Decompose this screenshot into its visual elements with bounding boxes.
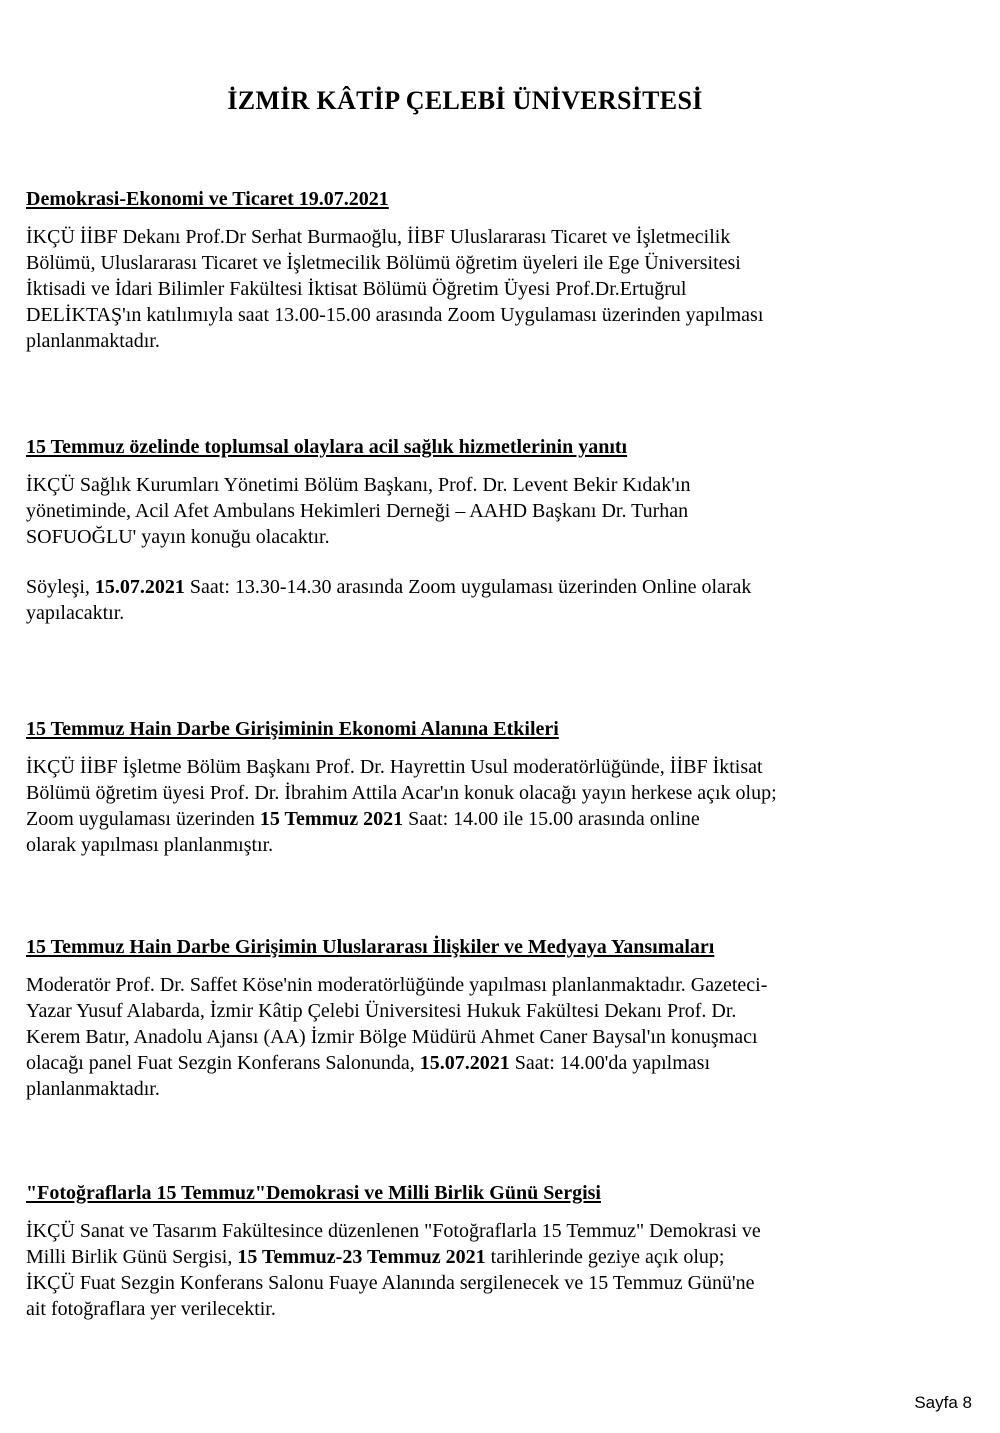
date-text: 15.07.2021 bbox=[419, 1052, 510, 1074]
text-line: İKÇÜ İİBF İşletme Bölüm Başkanı Prof. Dr. Hayrettin Usul moderatörlüğünde, İİBF İktisat bbox=[26, 756, 763, 778]
section-paragraph bbox=[26, 754, 946, 858]
section-emergency-health bbox=[26, 434, 946, 626]
section-paragraph bbox=[26, 972, 946, 1102]
section-heading: Demokrasi-Ekonomi ve Ticaret 19.07.2021 bbox=[26, 188, 389, 210]
text-line: İKÇÜ İİBF Dekanı Prof.Dr Serhat Burmaoğlu, İİBF Uluslararası Ticaret ve İşletmecilik bbox=[26, 226, 731, 248]
section-paragraph-schedule bbox=[26, 574, 946, 626]
date-text: 15 Temmuz 2021 bbox=[259, 808, 404, 830]
text-line: yönetiminde, Acil Afet Ambulans Hekimleri Derneği – AAHD Başkanı Dr. Turhan bbox=[26, 500, 689, 522]
text-line: Moderatör Prof. Dr. Saffet Köse'nin moderatörlüğünde yapılması planlanmaktadır. Gazeteci- bbox=[26, 974, 768, 996]
text-line: İKÇÜ Sanat ve Tasarım Fakültesince düzenlenen "Fotoğraflarla 15 Temmuz" Demokrasi ve bbox=[26, 1220, 761, 1242]
page-number: Sayfa 8 bbox=[914, 1393, 972, 1412]
section-economy-effects bbox=[26, 716, 946, 858]
text-line: yapılacaktır. bbox=[26, 602, 125, 624]
text-line: İKÇÜ Sağlık Kurumları Yönetimi Bölüm Başkanı, Prof. Dr. Levent Bekir Kıdak'ın bbox=[26, 474, 691, 496]
text-line: SOFUOĞLU' yayın konuğu olacaktır. bbox=[26, 526, 330, 548]
section-heading: 15 Temmuz Hain Darbe Girişimin Uluslararası İlişkiler ve Medyaya Yansımaları bbox=[26, 936, 715, 958]
section-paragraph bbox=[26, 224, 946, 354]
section-heading: 15 Temmuz Hain Darbe Girişiminin Ekonomi Alanına Etkileri bbox=[26, 718, 559, 740]
text-line: Yazar Yusuf Alabarda, İzmir Kâtip Çelebi Üniversitesi Hukuk Fakültesi Dekanı Prof. Dr. bbox=[26, 1000, 737, 1022]
text-line: DELİKTAŞ'ın katılımıyla saat 13.00-15.00 arasında Zoom Uygulaması üzerinden yapılması bbox=[26, 304, 764, 326]
text-line: İktisadi ve İdari Bilimler Fakültesi İktisat Bölümü Öğretim Üyesi Prof.Dr.Ertuğrul bbox=[26, 278, 687, 300]
text-line: İKÇÜ Fuat Sezgin Konferans Salonu Fuaye Alanında sergilenecek ve 15 Temmuz Günü'ne bbox=[26, 1272, 755, 1294]
text-line: Zoom uygulaması üzerinden 15 Temmuz 2021 Saat: 14.00 ile 15.00 arasında online bbox=[26, 808, 700, 830]
text-line: Kerem Batır, Anadolu Ajansı (AA) İzmir Bölge Müdürü Ahmet Caner Baysal'ın konuşmacı bbox=[26, 1026, 758, 1048]
text-line: Bölümü, Uluslararası Ticaret ve İşletmecilik Bölümü öğretim üyeleri ile Ege Üniversitesi bbox=[26, 252, 741, 274]
date-text: 15.07.2021 bbox=[94, 576, 185, 598]
text-line: planlanmaktadır. bbox=[26, 1078, 160, 1100]
section-heading: "Fotoğraflarla 15 Temmuz"Demokrasi ve Milli Birlik Günü Sergisi bbox=[26, 1182, 601, 1204]
page-title: İZMİR KÂTİP ÇELEBİ ÜNİVERSİTESİ bbox=[227, 86, 703, 115]
section-democracy-economy bbox=[26, 186, 946, 354]
text-line: planlanmaktadır. bbox=[26, 330, 160, 352]
text-line: Milli Birlik Günü Sergisi, 15 Temmuz-23 Temmuz 2021 tarihlerinde geziye açık olup; bbox=[26, 1246, 725, 1268]
section-photo-exhibition bbox=[26, 1180, 946, 1322]
date-text: 15 Temmuz-23 Temmuz 2021 bbox=[237, 1246, 486, 1268]
section-paragraph bbox=[26, 1218, 946, 1322]
text-line: ait fotoğraflara yer verilecektir. bbox=[26, 1298, 276, 1320]
text-line: olarak yapılması planlanmıştır. bbox=[26, 834, 274, 856]
text-line: olacağı panel Fuat Sezgin Konferans Salonunda, 15.07.2021 Saat: 14.00'da yapılması bbox=[26, 1052, 711, 1074]
text-line: Bölümü öğretim üyesi Prof. Dr. İbrahim Attila Acar'ın konuk olacağı yayın herkese açık olup; bbox=[26, 782, 777, 804]
section-paragraph bbox=[26, 472, 946, 550]
section-heading: 15 Temmuz özelinde toplumsal olaylara acil sağlık hizmetlerinin yanıtı bbox=[26, 436, 628, 458]
section-international-relations bbox=[26, 934, 946, 1102]
text-line: Söyleşi, 15.07.2021 Saat: 13.30-14.30 arasında Zoom uygulaması üzerinden Online olarak bbox=[26, 576, 752, 598]
